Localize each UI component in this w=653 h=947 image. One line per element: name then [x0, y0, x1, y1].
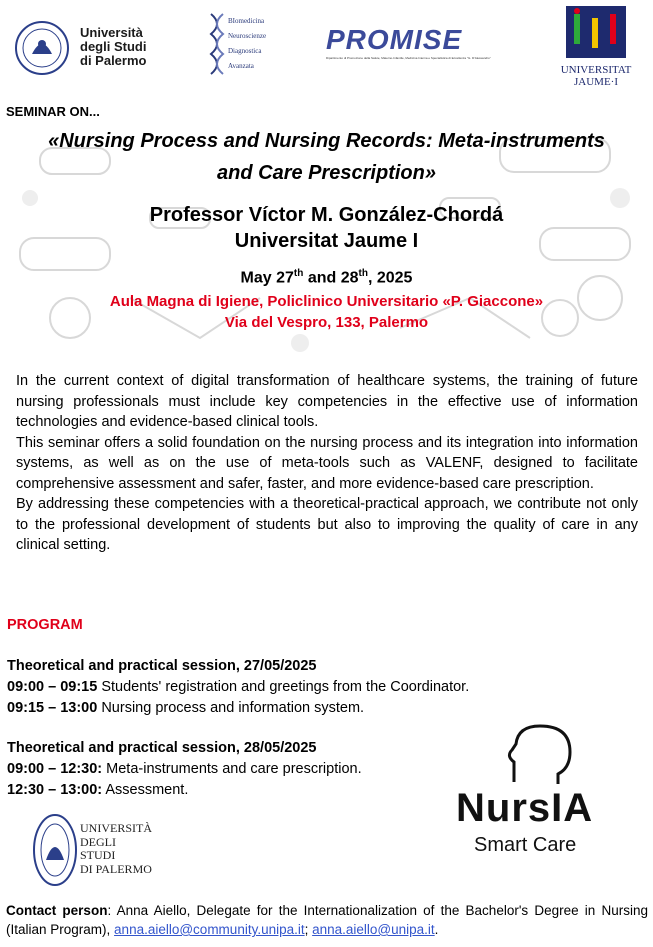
session-1-item-2-time: 09:15 – 13:00 — [7, 700, 98, 716]
session-1-title: Theoretical and practical session, 27/05/2025 — [7, 658, 317, 674]
speaker-name: Professor Víctor M. González-Chordá — [149, 204, 504, 226]
unipa-seal-icon — [14, 20, 70, 76]
unipa-name-line3: di Palermo — [80, 53, 147, 68]
description-p3: By addressing these competencies with a theoretical-practical approach, we contribute not only to the professional development of students but also to improving the quality of care in any clinical setting. — [16, 496, 638, 553]
unipa-footer-seal-icon — [32, 812, 78, 888]
unipa-footer-line2: DEGLI STUDI — [80, 834, 116, 862]
uji-line2: JAUME·I — [574, 76, 618, 88]
email-link-unipa[interactable]: anna.aiello@unipa.it — [312, 922, 435, 937]
nursia-logo — [452, 722, 632, 862]
seminar-date — [0, 268, 653, 287]
unipa-name-line1: Università — [80, 25, 143, 40]
session-1-item-1-time: 09:00 – 09:15 — [7, 679, 98, 695]
session-2-item-2 — [7, 780, 447, 801]
unipa-logo — [14, 20, 154, 78]
speaker-affiliation: Universitat Jaume I — [234, 230, 419, 252]
uji-emblem-icon — [566, 6, 626, 58]
venue-line2: Via del Vespro, 133, Palermo — [224, 314, 429, 331]
seminar-title — [0, 125, 653, 189]
promise-subtitle: Dipartimento di Promozione della Salute, Materno-Infantile, Medicina Interna e Specialistica di Eccellenza "G. D'Alessandro" — [326, 56, 491, 60]
email-separator: ; — [304, 922, 313, 937]
seminar-label: SEMINAR ON... — [6, 104, 100, 119]
unipa-name-line2: degli Studi — [80, 39, 147, 54]
contact-block — [6, 901, 648, 939]
bnd-line4: Avanzata — [228, 62, 254, 70]
date-month: May 27 — [240, 269, 294, 287]
nursia-tagline: Smart Care — [474, 834, 577, 856]
session-2-item-1 — [7, 759, 447, 780]
date-sup1: th — [293, 268, 304, 279]
email-link-community[interactable]: anna.aiello@community.unipa.it — [114, 922, 305, 937]
uji-line1: UNIVERSITAT — [560, 64, 632, 76]
bnd-line2: Neuroscienze — [228, 32, 267, 40]
unipa-footer-line1: UNIVERSITÀ — [80, 821, 152, 835]
unipa-footer-line3: DI PALERMO — [80, 861, 152, 876]
hero-banner — [0, 98, 653, 356]
session-1 — [7, 658, 567, 719]
date-and: and 28 — [303, 269, 359, 287]
bnd-logo — [208, 12, 280, 84]
bnd-line3: Diagnostica — [228, 47, 262, 55]
session-2-item-2-time: 12:30 – 13:00: — [7, 782, 103, 798]
description-p1: In the current context of digital transformation of healthcare systems, the training of future nursing professionals must include key competencies in the effective use of information technologies and evidence-based clinical tools. — [16, 373, 638, 430]
speaker-block — [0, 202, 653, 254]
program-heading: PROGRAM — [7, 617, 83, 633]
bnd-helix-icon — [208, 12, 226, 82]
contact-text: : Anna Aiello, Delegate for the Internationalization of the Bachelor's Degree in Nursing (Italian Program), — [6, 903, 648, 937]
date-sup2: th — [358, 268, 368, 279]
date-year: , 2025 — [367, 269, 413, 287]
venue-block — [0, 291, 653, 333]
session-2-title: Theoretical and practical session, 28/05/2025 — [7, 740, 317, 756]
bnd-line1: BIomedicina — [228, 17, 265, 25]
session-2 — [7, 740, 447, 801]
promise-word: PROMISE — [326, 24, 463, 55]
session-2-item-1-text: Meta-instruments and care prescription. — [102, 761, 362, 777]
contact-label: Contact person — [6, 903, 108, 918]
seminar-title-line2: and Care Prescription» — [217, 162, 436, 184]
session-1-item-2-text: Nursing process and information system. — [97, 700, 365, 716]
venue-line1: Aula Magna di Igiene, Policlinico Universitario «P. Giaccone» — [109, 293, 544, 310]
head-profile-icon — [504, 722, 578, 788]
seminar-title-line1: «Nursing Process and Nursing Records: Meta-instruments — [48, 130, 605, 152]
session-1-item-1 — [7, 677, 567, 698]
contact-end: . — [434, 922, 439, 937]
description — [16, 371, 638, 556]
session-2-item-2-text: Assessment. — [102, 782, 189, 798]
session-1-item-1-text: Students' registration and greetings from the Coordinator. — [97, 679, 470, 695]
nursia-word: NursIA — [456, 786, 594, 830]
uji-logo — [548, 6, 644, 94]
description-p2: This seminar offers a solid foundation on the nursing process and its integration into information systems, as well as on the use of meta-tools such as VALENF, designed to facilitate comprehensive assessment and safer, faster, and more evidence-based care prescription. — [16, 434, 638, 492]
session-1-item-2 — [7, 698, 567, 719]
unipa-footer-logo — [32, 812, 152, 892]
promise-logo — [326, 24, 491, 72]
session-2-item-1-time: 09:00 – 12:30: — [7, 761, 103, 777]
